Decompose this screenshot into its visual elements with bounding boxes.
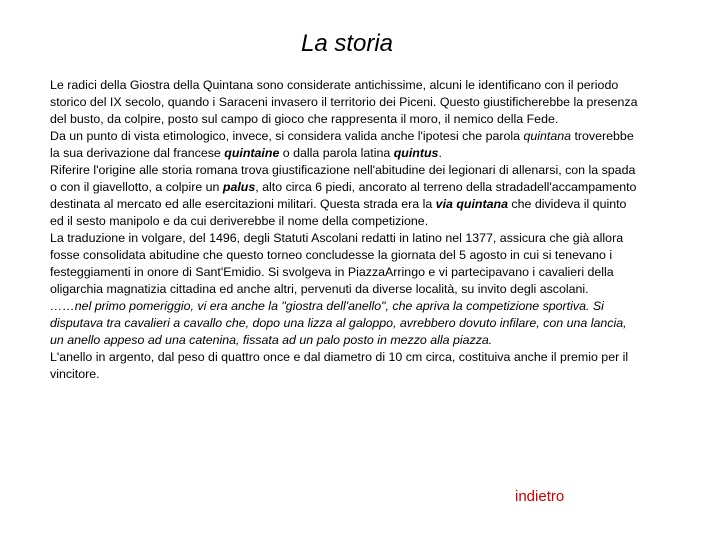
etymology-text-1: Da un punto di vista etimologico, invece, si considera valida anche l'ipotesi che parola <box>50 129 524 143</box>
roman-text-3: che divideva il quinto ed il sesto manipolo e da cui deriverebbe il nome della competizione. <box>50 197 627 228</box>
term-quintaine: quintaine <box>224 146 280 160</box>
paragraph-ring-joust-quote: ……nel primo pomeriggio, vi era anche la "giostra dell'anello", che apriva la competizione sportiva. Si disputava tra cavalieri a cavallo che, dopo una lizza al galoppo, avrebbero dovuto infilare, con una lancia, un anello appeso ad una catenina, fissata ad un palo posto in mezzo alla piazza. <box>50 299 627 347</box>
paragraph-origins: Le radici della Giostra della Quintana sono considerate antichissime, alcuni le identificano con il periodo storico del IX secolo, quando i Saraceni invasero il territorio dei Piceni. Questo giustificherebbe la presenza del busto, da colpire, posto sul campo di gioco che rappresenta il moro, il nemico della Fede. <box>50 78 638 126</box>
etymology-text-3: o dalla parola latina <box>279 146 394 160</box>
paragraph-ring-prize: L'anello in argento, dal peso di quattro once e dal diametro di 10 cm circa, costituiva anche il premio per il vincitore. <box>50 350 629 381</box>
paragraph-roman-origin <box>50 162 640 230</box>
etymology-text-2: troverebbe la sua derivazione dal francese <box>50 129 634 160</box>
roman-text-2: , alto circa 6 piedi, ancorato al terreno della stradadell'accampamento destinata al mercato ed alle esercitazioni militari. Questa strada era la <box>50 180 637 211</box>
term-quintus: quintus <box>393 146 439 160</box>
term-palus: palus <box>222 180 256 194</box>
page-title: La storia <box>300 30 394 57</box>
etymology-text-4: . <box>438 146 442 160</box>
history-text <box>50 77 640 383</box>
back-link[interactable]: indietro <box>515 488 565 505</box>
term-via-quintana: via quintana <box>435 197 508 211</box>
roman-text-1: Riferire l'origine alle storia romana trova giustificazione nell'abitudine dei legionari di allenarsi, con la spada o con il giavellotto, a colpire un <box>50 163 636 194</box>
paragraph-statutes: La traduzione in volgare, del 1496, degli Statuti Ascolani redatti in latino nel 1377, assicura che già allora fosse consolidata abitudine che questo torneo concludesse la giornata del 5 agosto in cui si tenevano i festeggiamenti in onore di Sant'Emidio. Si svolgeva in PiazzaArringo e vi partecipavano i cavalieri della oligarchia magnatizia cittadina ed anche altri, pervenuti da diverse località, su invito degli ascolani. <box>50 231 624 296</box>
paragraph-etymology <box>50 128 640 162</box>
term-quintana: quintana <box>523 129 572 143</box>
